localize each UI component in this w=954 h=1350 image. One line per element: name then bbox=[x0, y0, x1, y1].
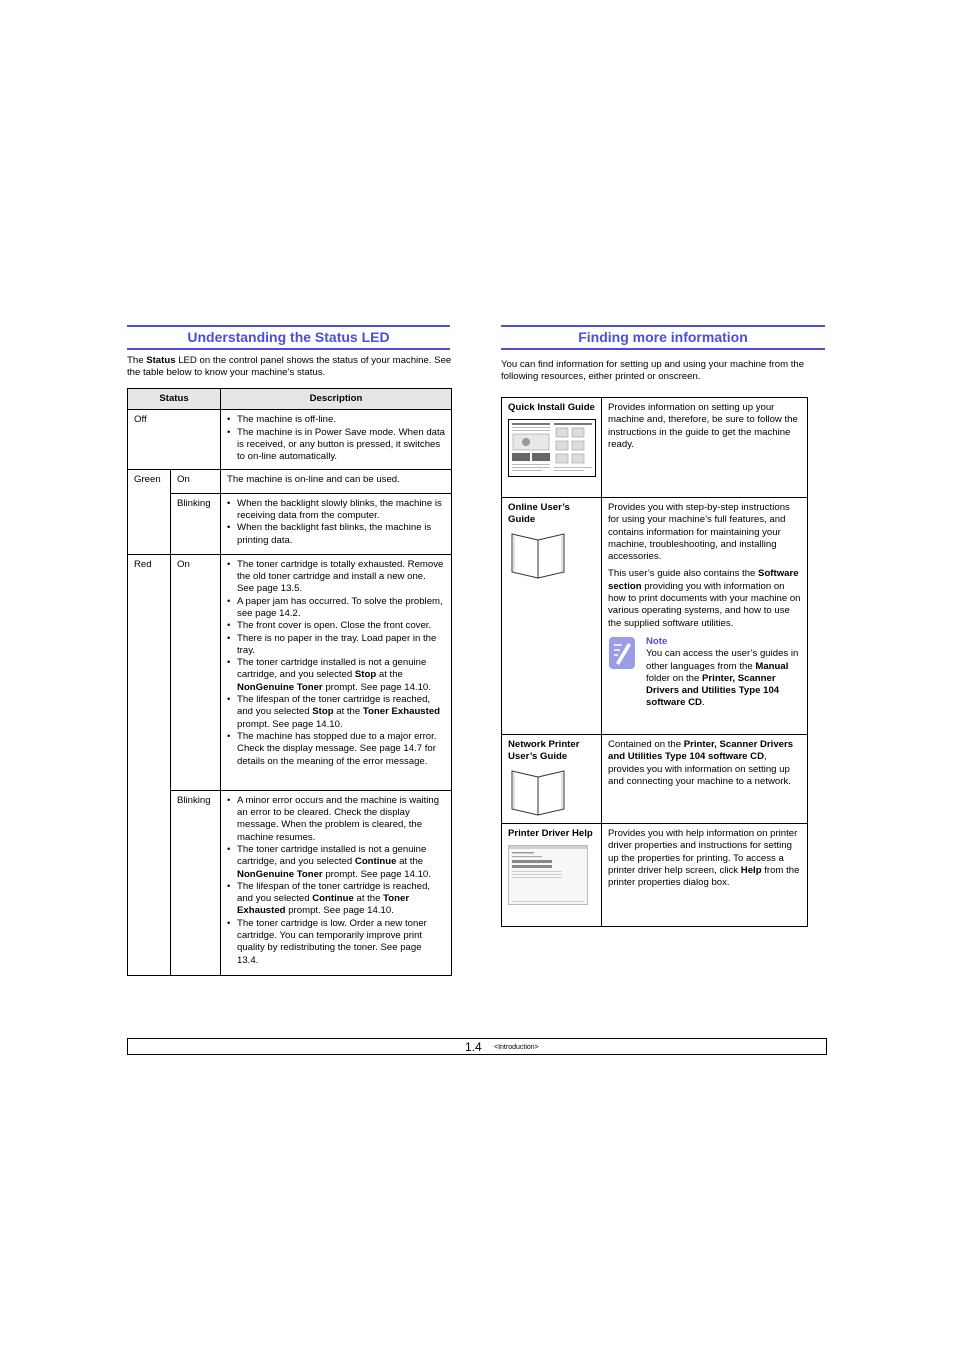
quick-install-thumbnail bbox=[508, 419, 596, 477]
resources-table bbox=[501, 397, 808, 927]
list-item bbox=[227, 795, 445, 844]
list-item: • The machine is in Power Save mode. When data is received, or any button is pressed, it switches to on-line automatically. bbox=[227, 427, 445, 464]
status-led-heading: Understanding the Status LED bbox=[127, 325, 450, 350]
resource-description-cell bbox=[602, 824, 808, 927]
table-row bbox=[502, 735, 808, 824]
table-header-row bbox=[128, 389, 452, 410]
substatus-cell: Blinking bbox=[171, 790, 221, 975]
status-cell: Green bbox=[128, 470, 171, 554]
item-bold: Continue bbox=[354, 856, 397, 868]
table-row bbox=[128, 493, 452, 554]
more-info-intro: You can find information for setting up and using your machine from the following resources, either printed or onscreen. bbox=[501, 359, 805, 383]
status-cell: Off bbox=[128, 410, 221, 470]
list-item bbox=[227, 881, 445, 918]
list-item bbox=[227, 657, 445, 694]
open-book-icon bbox=[508, 769, 568, 817]
resource-title: Network Printer User’s Guide bbox=[508, 739, 580, 763]
description-cell bbox=[221, 493, 452, 554]
table-row bbox=[502, 824, 808, 927]
item-text: The toner cartridge installed is not a genuine cartridge, and you selected bbox=[237, 843, 427, 868]
resource-description-cell: Provides information on setting up your machine and, therefore, be sure to follow the instructions in the guide to get the machine ready. bbox=[602, 398, 808, 498]
note-part: You can access the user’s guides in other languages from the bbox=[646, 648, 799, 672]
list-item bbox=[227, 694, 445, 731]
list-item bbox=[227, 559, 445, 596]
description-cell bbox=[221, 410, 452, 470]
note-box bbox=[608, 636, 801, 710]
note-bold: Printer, Scanner Drivers and Utilities Type 104 software CD bbox=[646, 672, 780, 709]
page-number-major: 1 bbox=[465, 1040, 472, 1054]
note-text bbox=[646, 648, 801, 709]
item-text: The machine has stopped due to a major error. Check the display message. See page 14.7 for details on the meaning of the error message. bbox=[237, 730, 437, 767]
status-led-intro bbox=[127, 355, 452, 380]
note-pen-icon bbox=[608, 636, 636, 670]
paragraph-text: This user’s guide also contains the bbox=[608, 568, 759, 580]
substatus-cell: On bbox=[171, 470, 221, 493]
item-text: The front cover is open. Close the front cover. bbox=[237, 620, 432, 632]
description-text: Provides you with help information on printer driver properties and instructions for setting up the properties for printing. To access a printer driver help screen, click bbox=[608, 828, 798, 876]
item-bold: Toner Exhausted bbox=[237, 893, 410, 917]
list-item: • When the backlight fast blinks, the machine is printing data. bbox=[227, 522, 445, 547]
paragraph-bold: Software section bbox=[608, 568, 799, 592]
list-item bbox=[227, 731, 445, 768]
description-text: Contained on the bbox=[608, 739, 684, 750]
item-text: prompt. See page 14.10. bbox=[322, 681, 431, 693]
item-text: The lifespan of the toner cartridge is reached, and you selected bbox=[237, 880, 431, 905]
list-item bbox=[227, 633, 445, 658]
item-text: A minor error occurs and the machine is waiting an error to be cleared. Check the display message. When the problem is cleared, the machine resumes. bbox=[237, 794, 440, 843]
intro-bold: Status bbox=[146, 355, 176, 366]
note-bold: Manual bbox=[755, 660, 789, 672]
item-bold: Stop bbox=[312, 706, 334, 718]
resource-paragraph bbox=[608, 568, 801, 629]
list-item: • The machine is off-line. bbox=[227, 414, 445, 426]
page-number bbox=[465, 1040, 482, 1054]
note-part: folder on the bbox=[646, 672, 703, 684]
open-book-icon bbox=[508, 532, 568, 580]
resource-title: Printer Driver Help bbox=[508, 828, 593, 839]
resource-name-cell bbox=[502, 398, 602, 498]
more-info-heading: Finding more information bbox=[501, 325, 825, 350]
intro-text: The bbox=[127, 355, 147, 366]
item-text: prompt. See page 14.10. bbox=[237, 718, 343, 730]
table-row bbox=[502, 498, 808, 735]
item-text: at the bbox=[353, 893, 384, 905]
description-bold: Help bbox=[740, 864, 762, 876]
item-text: prompt. See page 14.10. bbox=[285, 905, 394, 917]
page-footer bbox=[127, 1038, 827, 1055]
resource-title: Online User’s Guide bbox=[508, 502, 570, 526]
item-bold: NonGenuine Toner bbox=[237, 681, 323, 693]
item-text: prompt. See page 14.10. bbox=[322, 868, 431, 880]
resource-name-cell bbox=[502, 735, 602, 824]
page-number-minor: .4 bbox=[471, 1040, 482, 1054]
resource-paragraph: Provides you with step-by-step instructions for using your machine’s full features, and contains information for maintaining your machine, troubleshooting, and installing accessories. bbox=[608, 502, 790, 563]
list-item bbox=[227, 596, 445, 621]
item-text: The lifespan of the toner cartridge is reached, and you selected bbox=[237, 694, 431, 718]
description-cell bbox=[221, 554, 452, 790]
description-bold: Printer, Scanner Drivers and Utilities Type 104 software CD bbox=[608, 739, 794, 763]
intro-text: LED on the control panel shows the status of your machine. See the table below to know your machine’s status. bbox=[127, 355, 452, 379]
note-part: . bbox=[701, 697, 705, 709]
status-led-table bbox=[127, 388, 452, 976]
paragraph-text: providing you with information on how to print documents with your machine on various operating systems, and how to use the supplied software utilities. bbox=[608, 580, 801, 629]
list-item: • When the backlight slowly blinks, the machine is receiving data from the computer. bbox=[227, 498, 445, 523]
description-cell: The machine is on-line and can be used. bbox=[221, 470, 452, 493]
item-bold: NonGenuine Toner bbox=[237, 868, 323, 880]
item-text: A paper jam has occurred. To solve the problem, see page 14.2. bbox=[237, 595, 443, 619]
item-text: The toner cartridge installed is not a genuine cartridge, and you selected bbox=[237, 657, 427, 681]
list-item bbox=[227, 918, 445, 967]
item-text: There is no paper in the tray. Load paper in the tray. bbox=[237, 632, 437, 656]
table-row bbox=[128, 470, 452, 493]
item-bold: Toner Exhausted bbox=[362, 706, 441, 718]
list-item bbox=[227, 844, 445, 881]
resource-name-cell bbox=[502, 498, 602, 735]
item-text: at the bbox=[376, 669, 403, 681]
status-cell: Red bbox=[128, 554, 171, 975]
resource-name-cell bbox=[502, 824, 602, 927]
item-text: The toner cartridge is totally exhausted. Remove the old toner cartridge and install a new one. See page 13.5. bbox=[237, 558, 444, 595]
description-cell bbox=[221, 790, 452, 975]
table-row bbox=[502, 398, 808, 498]
item-text: at the bbox=[396, 856, 424, 868]
substatus-cell: Blinking bbox=[171, 493, 221, 554]
table-row bbox=[128, 410, 452, 470]
resource-description-cell bbox=[602, 498, 808, 735]
resource-title: Quick Install Guide bbox=[508, 402, 595, 413]
resource-description-cell bbox=[602, 735, 808, 824]
item-bold: Continue bbox=[312, 893, 354, 905]
column-header-status: Status bbox=[128, 389, 221, 410]
substatus-cell: On bbox=[171, 554, 221, 790]
column-header-description: Description bbox=[221, 389, 452, 410]
description-text: from the printer properties dialog box. bbox=[608, 864, 800, 889]
note-content bbox=[646, 636, 801, 710]
description-text: , provides you with information on setting up and connecting your machine to a network. bbox=[608, 751, 791, 787]
item-text: at the bbox=[333, 706, 363, 718]
table-row bbox=[128, 554, 452, 790]
item-text: The toner cartridge is low. Order a new toner cartridge. You can temporarily improve print quality by redistributing the toner. See page 13.4. bbox=[237, 917, 427, 966]
item-bold: Stop bbox=[354, 669, 377, 681]
table-row bbox=[128, 790, 452, 975]
note-title: Note bbox=[646, 635, 668, 647]
list-item bbox=[227, 620, 445, 632]
footer-section-label: <Introduction> bbox=[494, 1044, 539, 1051]
driver-help-thumbnail bbox=[508, 845, 588, 905]
